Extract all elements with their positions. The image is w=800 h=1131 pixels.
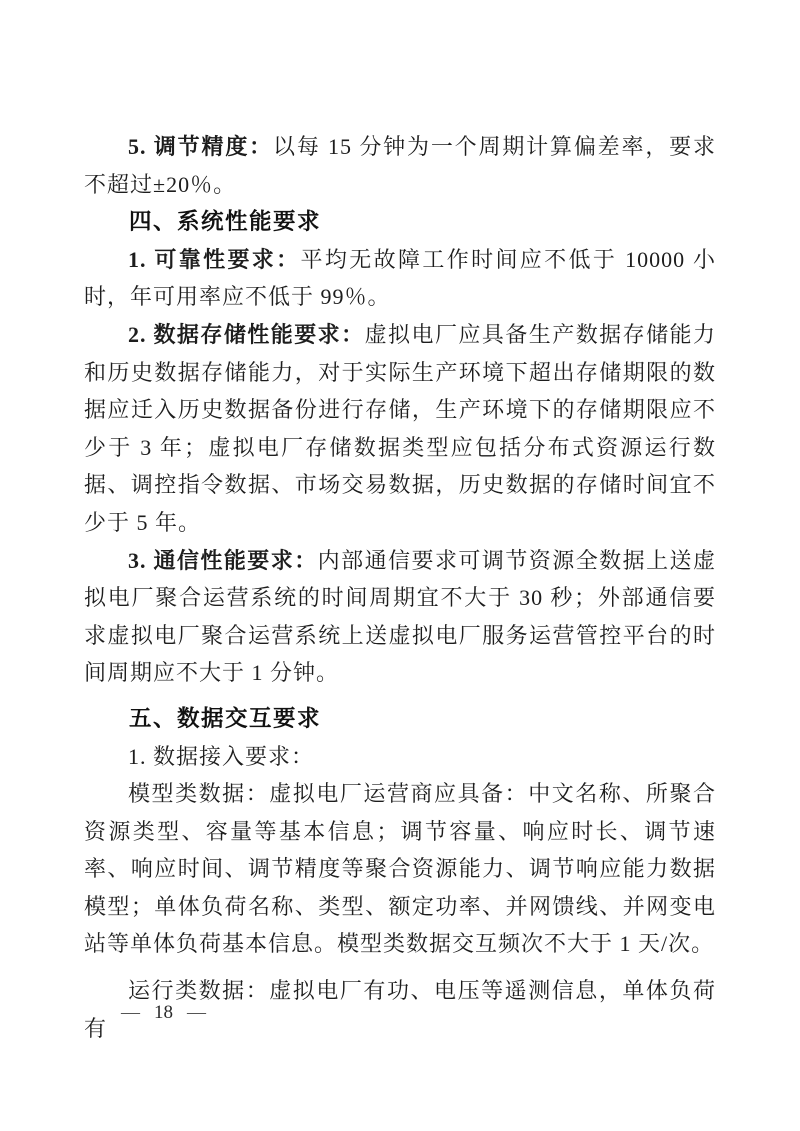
document-body [84,128,716,1047]
paragraph-text: 平均无故障工作时间应不低于 10000 小时，年可用率应不低于 99％。 [84,246,716,310]
footer-right-dash: — [187,1002,206,1023]
paragraph-text: 以每 15 分钟为一个周期计算偏差率，要求不超过±20％。 [84,134,716,197]
paragraph-data-storage [84,316,716,542]
paragraph-communication [84,542,716,692]
page-number: 18 [154,1002,173,1023]
paragraph-lead: 5. 调节精度： [128,134,273,159]
section-heading-4-system-performance: 四、系统性能要求 [129,209,322,235]
paragraph-adjustment-precision [84,128,716,203]
paragraph-data-access: 1. 数据接入要求： [128,743,315,769]
paragraph-lead: 3. 通信性能要求： [128,547,318,573]
paragraph-text: 内部通信要求可调节资源全数据上送虚拟电厂聚合运营系统的时间周期宜不大于 30 秒；外部通信要求虚拟电厂聚合运营系统上送虚拟电厂服务运营管控平台的时间周期应不大于 1 分钟。 [84,547,716,686]
paragraph-lead: 2. 数据存储性能要求： [128,321,365,347]
paragraph-model-data: 模型类数据：虚拟电厂运营商应具备：中文名称、所聚合资源类型、容量等基本信息；调节容量、响应时长、调节速率、响应时间、调节精度等聚合资源能力、调节响应能力数据模型；单体负荷名称、类型、额定功率、并网馈线、并网变电站等单体负荷基本信息。模型类数据交互频次不大于 1 天/次。 [84,781,716,957]
page-footer [121,1000,206,1026]
paragraph-reliability [84,241,716,316]
section-heading-5-data-interaction: 五、数据交互要求 [129,705,322,731]
paragraph-operation-data: 运行类数据：虚拟电厂有功、电压等遥测信息，单体负荷有 [84,978,716,1041]
paragraph-text: 虚拟电厂应具备生产数据存储能力和历史数据存储能力，对于实际生产环境下超出存储期限的数据应迁入历史数据备份进行存储，生产环境下的存储期限应不少于 3 年；虚拟电厂存储数据类型应包括分布式资源运行数据、调控指令数据、市场交易数据，历史数据的存储时间宜不少于 5 年。 [84,321,716,535]
paragraph-lead: 1. 可靠性要求： [128,246,301,272]
footer-left-dash: — [121,1002,140,1023]
